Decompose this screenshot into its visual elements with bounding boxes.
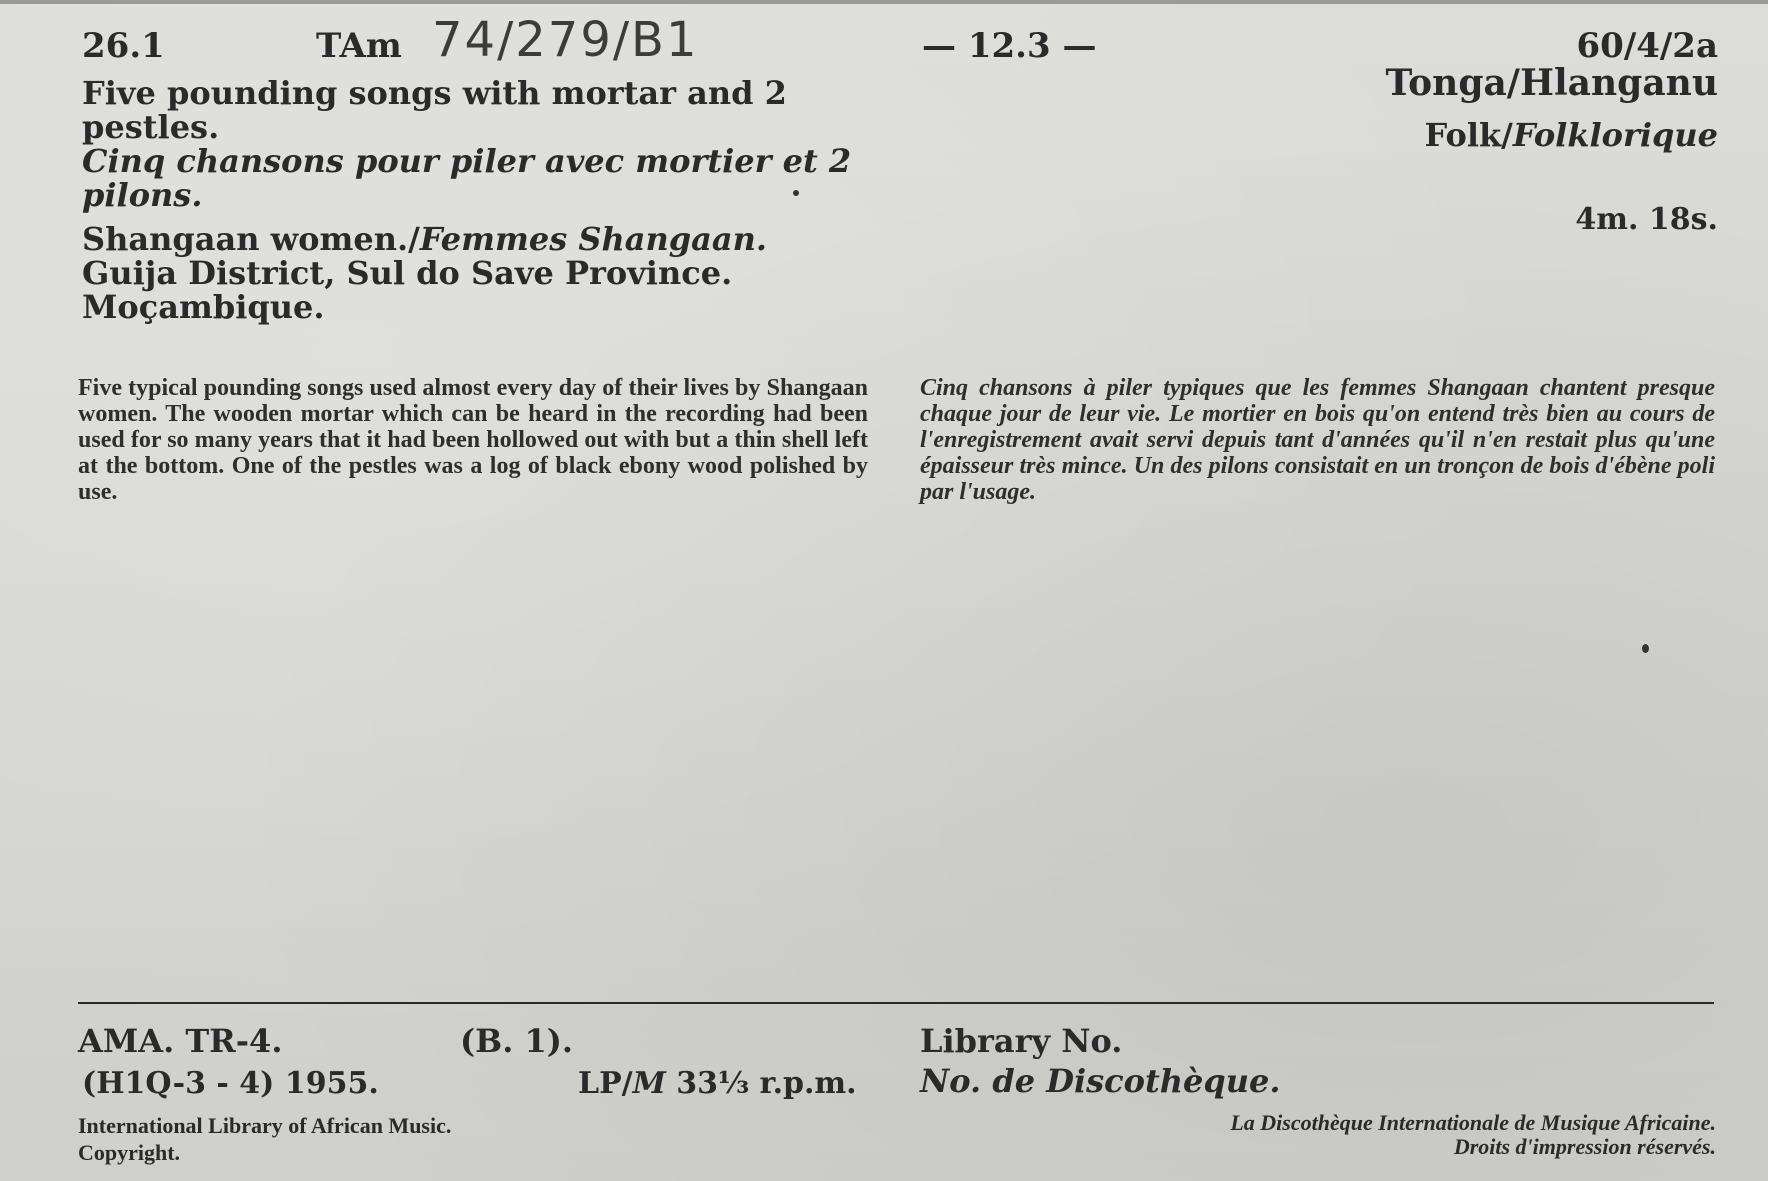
release-number: AMA. TR-4. — [78, 1022, 283, 1060]
duration: 4m. 18s. — [1575, 202, 1718, 237]
description-french: Cinq chansons à piler typiques que les femmes Shangaan chantent presque chaque jour de leur vie. Le mortier en bois qu'on entend très bien au cours de l'enregistrement avait servi depuis tant d'années qu'il n'en restait plus qu'une épaisseur très mince. Un des pilons consistait en un tronçon de bois d'ébène poli par l'usage. — [920, 375, 1715, 505]
title-french: Cinq chansons pour piler avec mortier et 2 pilons. — [82, 142, 852, 214]
footer-divider — [78, 1002, 1714, 1004]
title-english: Five pounding songs with mortar and 2 pestles. — [82, 74, 787, 146]
right-code: 60/4/2a — [1576, 26, 1718, 66]
genre-english: Folk/ — [1424, 116, 1513, 154]
matrix-year: (H1Q-3 - 4) 1955. — [82, 1066, 379, 1101]
handwritten-reference: 74/279/B1 — [432, 12, 699, 68]
performers-english: Shangaan women./ — [82, 220, 420, 258]
dust-speck — [1642, 644, 1649, 653]
performers-french: Femmes Shangaan. — [419, 220, 768, 258]
center-code: — 12.3 — — [922, 26, 1097, 66]
library-number-english: Library No. — [920, 1022, 1123, 1060]
tribe: Tonga/Hlanganu — [1385, 62, 1718, 104]
library-number-french: No. de Discothèque. — [920, 1062, 1281, 1100]
location-line-1: Guija District, Sul do Save Province. — [82, 254, 733, 292]
catalog-number: 26.1 — [82, 26, 165, 66]
publisher-english: International Library of African Music. — [78, 1113, 452, 1138]
record-side: (B. 1). — [460, 1022, 574, 1060]
format-m: M — [632, 1066, 666, 1101]
copyright-french: Droits d'impression réservés. — [1453, 1134, 1716, 1159]
genre — [1425, 116, 1718, 154]
performers — [82, 222, 767, 256]
location-line-2: Moçambique. — [82, 288, 325, 326]
tam-label: TAm — [316, 26, 402, 66]
dust-speck — [793, 190, 799, 196]
format-speed: 33⅓ r.p.m. — [665, 1066, 857, 1101]
publisher-french: La Discothèque Internationale de Musique Africaine. — [1230, 1110, 1716, 1135]
record-format — [578, 1066, 857, 1101]
description-english: Five typical pounding songs used almost every day of their lives by Shangaan women. The wooden mortar which can be heard in the recording had been used for so many years that it had been hollowed out with but a thin shell left at the bottom. One of the pestles was a log of black ebony wood polished by use. — [78, 375, 868, 505]
format-lp: LP/ — [578, 1066, 633, 1101]
genre-french: Folklorique — [1512, 116, 1718, 154]
copyright-english: Copyright. — [78, 1140, 181, 1165]
